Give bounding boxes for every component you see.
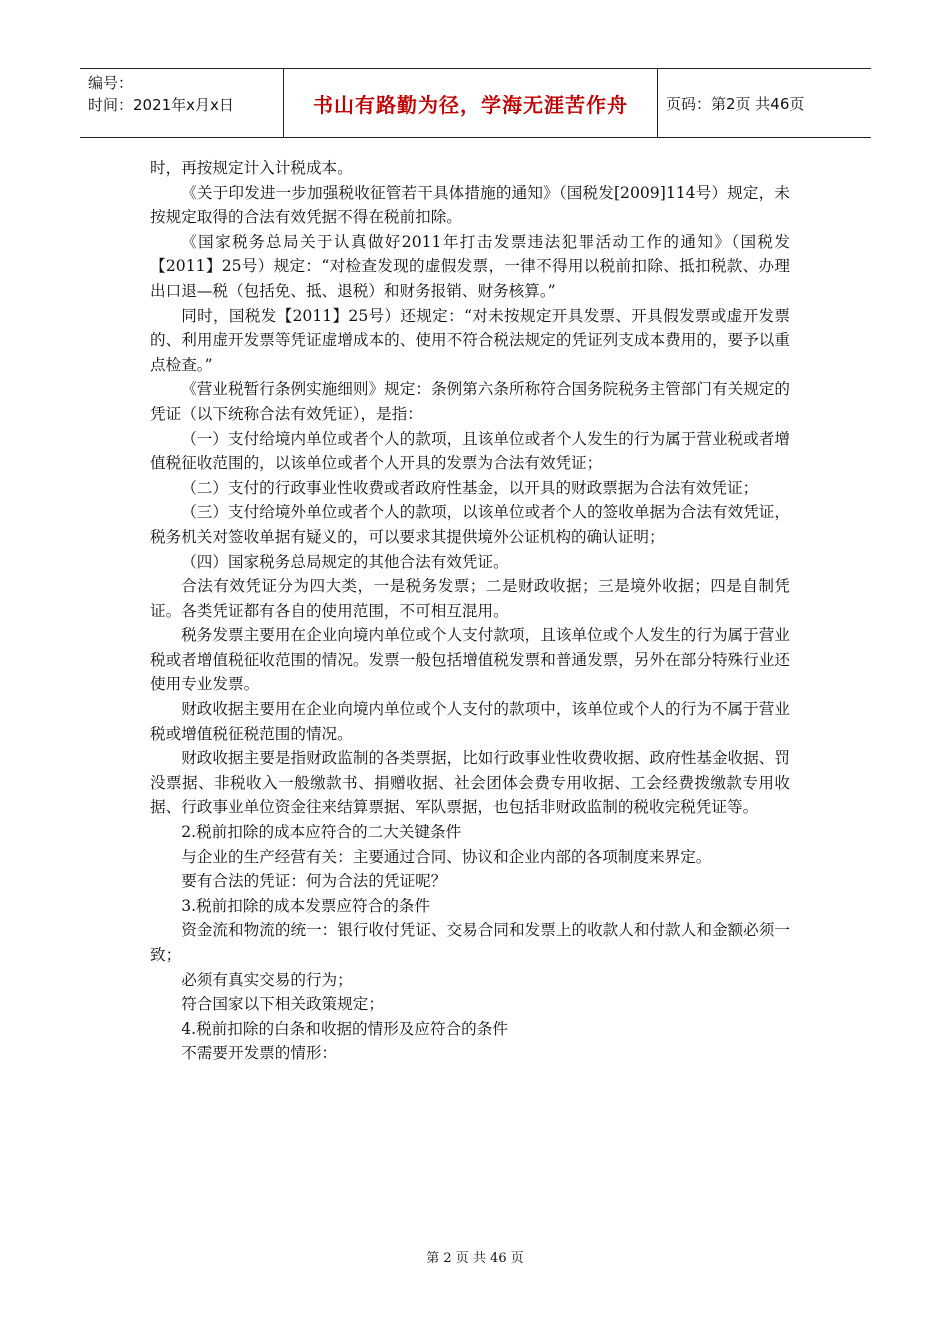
section-heading: 2.税前扣除的成本应符合的二大关键条件: [181, 823, 462, 842]
document-body: [150, 156, 790, 1066]
paragraph: 合法有效凭证分为四大类，一是税务发票；二是财政收据；三是境外收据；四是自制凭证。各类凭证都有各自的使用范围，不可相互混用。: [150, 577, 790, 620]
paragraph: 《关于印发进一步加强税收征管若干具体措施的通知》（国税发[2009]114号）规定，未按规定取得的合法有效凭据不得在税前扣除。: [150, 183, 790, 227]
paragraph: 必须有真实交易的行为；: [181, 970, 353, 989]
code-label: 编号：: [88, 74, 134, 92]
header-table: [80, 68, 871, 138]
paragraph: （二）支付的行政事业性收费或者政府性基金，以开具的财政票据为合法有效凭证；: [181, 478, 759, 497]
paragraph: 资金流和物流的统一：银行收付凭证、交易合同和发票上的收款人和付款人和金额必须一致；: [150, 921, 790, 964]
date-label: 时间：2021年x月x日: [88, 96, 234, 114]
paragraph: （四）国家税务总局规定的其他合法有效凭证。: [181, 552, 509, 571]
paragraph: （三）支付给境外单位或者个人的款项，以该单位或者个人的签收单据为合法有效凭证，税务机关对签收单据有疑义的，可以要求其提供境外公证机构的确认证明；: [150, 503, 790, 546]
paragraph: 要有合法的凭证：何为合法的凭证呢？: [181, 872, 447, 891]
page-footer: 第 2 页 共 46 页: [426, 1251, 524, 1266]
section-heading: 3.税前扣除的成本发票应符合的条件: [181, 896, 430, 915]
paragraph: 财政收据主要是指财政监制的各类票据，比如行政事业性收费收据、政府性基金收据、罚没票据、非税收入一般缴款书、捐赠收据、社会团体会费专用收据、工会经费拨缴款专用收据、行政事业单位资金往来结算票据、军队票据，也包括非财政监制的税收完税凭证等。: [150, 749, 790, 817]
motto: 书山有路勤为径，学海无涯苦作舟: [284, 69, 658, 137]
paragraph: 财政收据主要用在企业向境内单位或个人支付的款项中，该单位或个人的行为不属于营业税或增值税征税范围的情况。: [150, 700, 790, 743]
section-heading: 4.税前扣除的白条和收据的情形及应符合的条件: [181, 1019, 508, 1038]
paragraph: 《营业税暂行条例实施细则》规定：条例第六条所称符合国务院税务主管部门有关规定的凭证（以下统称合法有效凭证），是指：: [150, 380, 790, 423]
paragraph: 不需要开发票的情形：: [181, 1044, 338, 1063]
paragraph: 与企业的生产经营有关：主要通过合同、协议和企业内部的各项制度来界定。: [181, 847, 712, 866]
paragraph: （一）支付给境内单位或者个人的款项，且该单位或者个人发生的行为属于营业税或者增值税征收范围的，以该单位或者个人开具的发票为合法有效凭证；: [150, 429, 790, 473]
paragraph: 同时，国税发【2011】25号）还规定：“对未按规定开具发票、开具假发票或虚开发票的、利用虚开发票等凭证虚增成本的、使用不符合税法规定的凭证列支成本费用的，要予以重点检查。”: [150, 306, 790, 374]
paragraph: 符合国家以下相关政策规定；: [181, 995, 384, 1014]
page-info: 页码：第2页 共46页: [666, 94, 805, 113]
paragraph: 税务发票主要用在企业向境内单位或个人支付款项，且该单位或个人发生的行为属于营业税或者增值税征收范围的情况。发票一般包括增值税发票和普通发票，另外在部分特殊行业还使用专业发票。: [150, 626, 790, 694]
paragraph: 时，再按规定计入计税成本。: [150, 159, 353, 177]
paragraph: 《国家税务总局关于认真做好2011年打击发票违法犯罪活动工作的通知》（国税发【2011】25号）规定：“对检查发现的虚假发票，一律不得用以税前扣除、抵扣税款、办理出口退—税（包括免、抵、退税）和财务报销、财务核算。”: [150, 232, 790, 300]
header-left-cell: [80, 69, 284, 137]
